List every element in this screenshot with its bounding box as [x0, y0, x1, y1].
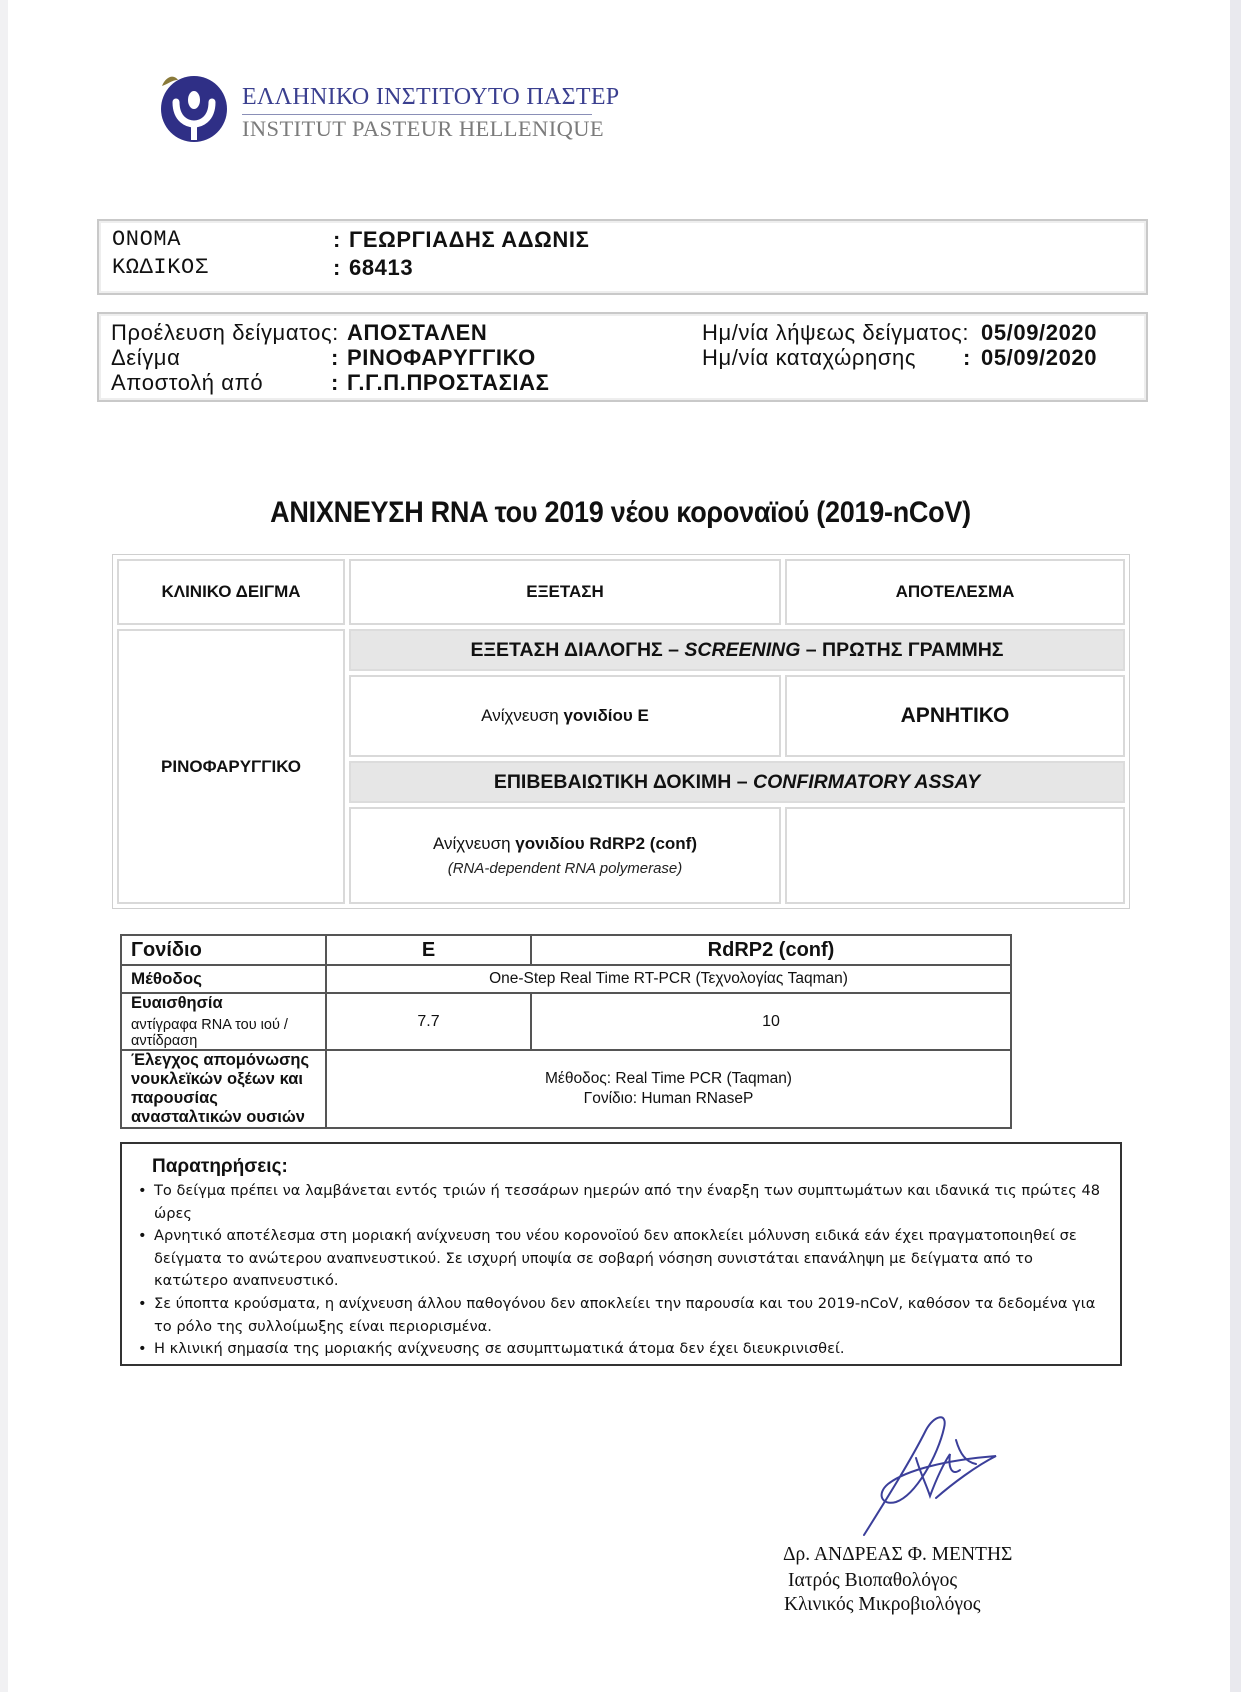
pasteur-logo-icon	[158, 72, 230, 144]
rdrp-test-subtitle: (RNA-dependent RNA polymerase)	[447, 860, 683, 877]
remarks-list	[138, 1180, 1103, 1361]
registration-date-label: Ημ/νία καταχώρησης	[702, 345, 917, 370]
signatory-name: Δρ. ΑΝΔΡΕΑΣ Φ. ΜΕΝΤΗΣ	[783, 1544, 1013, 1565]
registration-date-separator: :	[963, 345, 971, 370]
origin-label: Προέλευση δείγματος:	[111, 320, 339, 345]
remark-item: • Το δείγμα πρέπει να λαμβάνεται εντός τριών ή τεσσάρων ημερών από την έναρξη των συμπτωμάτων και ιδανικά τις πρώτες 48 ώρες	[138, 1180, 1103, 1225]
remark-item: • Η κλινική σημασία της μοριακής ανίχνευσης σε ασυμπτωματικά άτομα δεν έχει διευκρινισθεί.	[138, 1338, 1103, 1361]
extraction-control-label-cell	[121, 1050, 326, 1128]
extraction-control-method: Μέθοδος: Real Time PCR (Taqman)	[545, 1070, 792, 1087]
sample-type-label: Δείγμα	[111, 345, 181, 370]
sensitivity-label: Ευαισθησία	[131, 994, 223, 1012]
sensitivity-label-cell	[121, 993, 326, 1050]
sent-from-value: Γ.Γ.Π.ΠΡΟΣΤΑΣΙΑΣ	[347, 370, 550, 395]
gene-e-test-gene: γονιδίου Ε	[563, 706, 649, 725]
confirmatory-band	[349, 761, 1125, 803]
sent-from-label: Αποστολή από	[111, 370, 264, 395]
page-edge-right	[1230, 0, 1241, 1692]
gene-e-header: E	[326, 935, 531, 965]
header-examination: ΕΞΕΤΑΣΗ	[349, 559, 781, 625]
gene-e-test-pre: Ανίχνευση	[481, 706, 559, 725]
patient-name: ΓΕΩΡΓΙΑΔΗΣ ΑΔΩΝΙΣ	[349, 227, 590, 252]
gene-rdrp-header: RdRP2 (conf)	[531, 935, 1011, 965]
screening-label-pre: ΕΞΕΤΑΣΗ ΔΙΑΛΟΓΗΣ –	[470, 638, 679, 661]
gene-e-result: ΑΡΝΗΤΙΚΟ	[785, 675, 1125, 757]
patient-info-box	[97, 219, 1148, 295]
confirm-label-italic: CONFIRMATORY ASSAY	[753, 770, 981, 793]
extraction-control-label-2: νουκλεϊκών οξέων και παρουσίας	[131, 1070, 303, 1107]
origin-value: ΑΠΟΣΤΑΛΕΝ	[347, 320, 488, 345]
remarks-box	[120, 1142, 1122, 1366]
sensitivity-sublabel: αντίγραφα RNA του ιού / αντίδραση	[131, 1017, 288, 1049]
rdrp-test-gene: γονιδίου RdRP2 (conf)	[515, 834, 697, 853]
sensitivity-e: 7.7	[326, 993, 531, 1050]
extraction-control-gene: Γονίδιο: Human RNaseP	[583, 1090, 754, 1107]
remark-item: • Αρνητικό αποτέλεσμα στη μοριακή ανίχνευση του νέου κορονοϊού δεν αποκλείει μόλυνση ειδικά εάν έχει πραγματοποιηθεί σε δείγματα το ανώτερου αναπνευστικού. Σε ισχυρή υποψία σε σοβαρή νόσηση συνιστάται επανάληψη με δείγματα από το κατώτερο αναπνευστικό.	[138, 1225, 1103, 1293]
signatory-title-2: Κλινικός Μικροβιολόγος	[784, 1594, 981, 1615]
signature-mark	[856, 1410, 1004, 1540]
code-separator: :	[333, 255, 341, 280]
rdrp-test-pre: Ανίχνευση	[432, 834, 511, 853]
sample-type-value: ΡΙΝΟΦΑΡΥΓΓΙΚΟ	[347, 345, 536, 370]
rdrp-test-line	[433, 834, 697, 854]
results-table	[112, 554, 1130, 909]
sample-type-separator: :	[331, 345, 339, 370]
rdrp-test	[349, 807, 781, 904]
logo-divider	[242, 114, 592, 115]
remark-item: • Σε ύποπτα κρούσματα, η ανίχνευση άλλου παθογόνου δεν αποκλείει την παρουσία και του 2019-nCoV, καθόσον τα δεδομένα για το ρόλο της συλλοίμωξης είναι περιορισμένα.	[138, 1293, 1103, 1338]
sent-from-separator: :	[331, 370, 339, 395]
rdrp-result	[785, 807, 1125, 904]
report-title: ΑΝΙΧΝΕΥΣΗ RNA του 2019 νέου κοροναϊού (2019-nCoV)	[270, 496, 971, 529]
screening-band	[349, 629, 1125, 671]
code-label: ΚΩΔΙΚΟΣ	[112, 255, 209, 280]
patient-code: 68413	[349, 255, 414, 280]
gene-details-table	[120, 934, 1012, 1129]
collection-date-value: 05/09/2020	[981, 320, 1098, 345]
method-label: Μέθοδος	[121, 965, 326, 993]
method-value: One-Step Real Time RT-PCR (Τεχνολογίας Taqman)	[326, 965, 1011, 993]
extraction-control-value	[326, 1050, 1011, 1128]
collection-date-label: Ημ/νία λήψεως δείγματος:	[702, 320, 970, 345]
screening-label-italic: SCREENING	[684, 638, 801, 661]
page-edge-left	[0, 0, 8, 1692]
clinical-sample-value: ΡΙΝΟΦΑΡΥΓΓΙΚΟ	[117, 629, 345, 904]
extraction-control-label-3: ανασταλτικών ουσιών	[131, 1108, 305, 1126]
gene-label: Γονίδιο	[121, 935, 326, 965]
signatory-title-1: Ιατρός Βιοπαθολόγος	[788, 1570, 958, 1591]
sensitivity-rdrp: 10	[531, 993, 1011, 1050]
gene-e-test	[349, 675, 781, 757]
remarks-title: Παρατηρήσεις:	[152, 1156, 288, 1177]
name-label: ΟΝΟΜΑ	[112, 227, 182, 252]
confirm-label-pre: ΕΠΙΒΕΒΑΙΩΤΙΚΗ ΔΟΚΙΜΗ –	[493, 770, 748, 793]
institute-name-greek: ΕΛΛΗΝΙΚΟ ΙΝΣΤΙΤΟΥΤΟ ΠΑΣΤΕΡ	[242, 84, 620, 110]
name-separator: :	[333, 227, 341, 252]
extraction-control-label-1: Έλεγχος απομόνωσης	[131, 1051, 310, 1069]
screening-label-post: – ΠΡΩΤΗΣ ΓΡΑΜΜΗΣ	[805, 638, 1004, 661]
header-clinical-sample: ΚΛΙΝΙΚΟ ΔΕΙΓΜΑ	[117, 559, 345, 625]
header-result: ΑΠΟΤΕΛΕΣΜΑ	[785, 559, 1125, 625]
registration-date-value: 05/09/2020	[981, 345, 1098, 370]
institute-name-french: INSTITUT PASTEUR HELLENIQUE	[242, 116, 605, 141]
